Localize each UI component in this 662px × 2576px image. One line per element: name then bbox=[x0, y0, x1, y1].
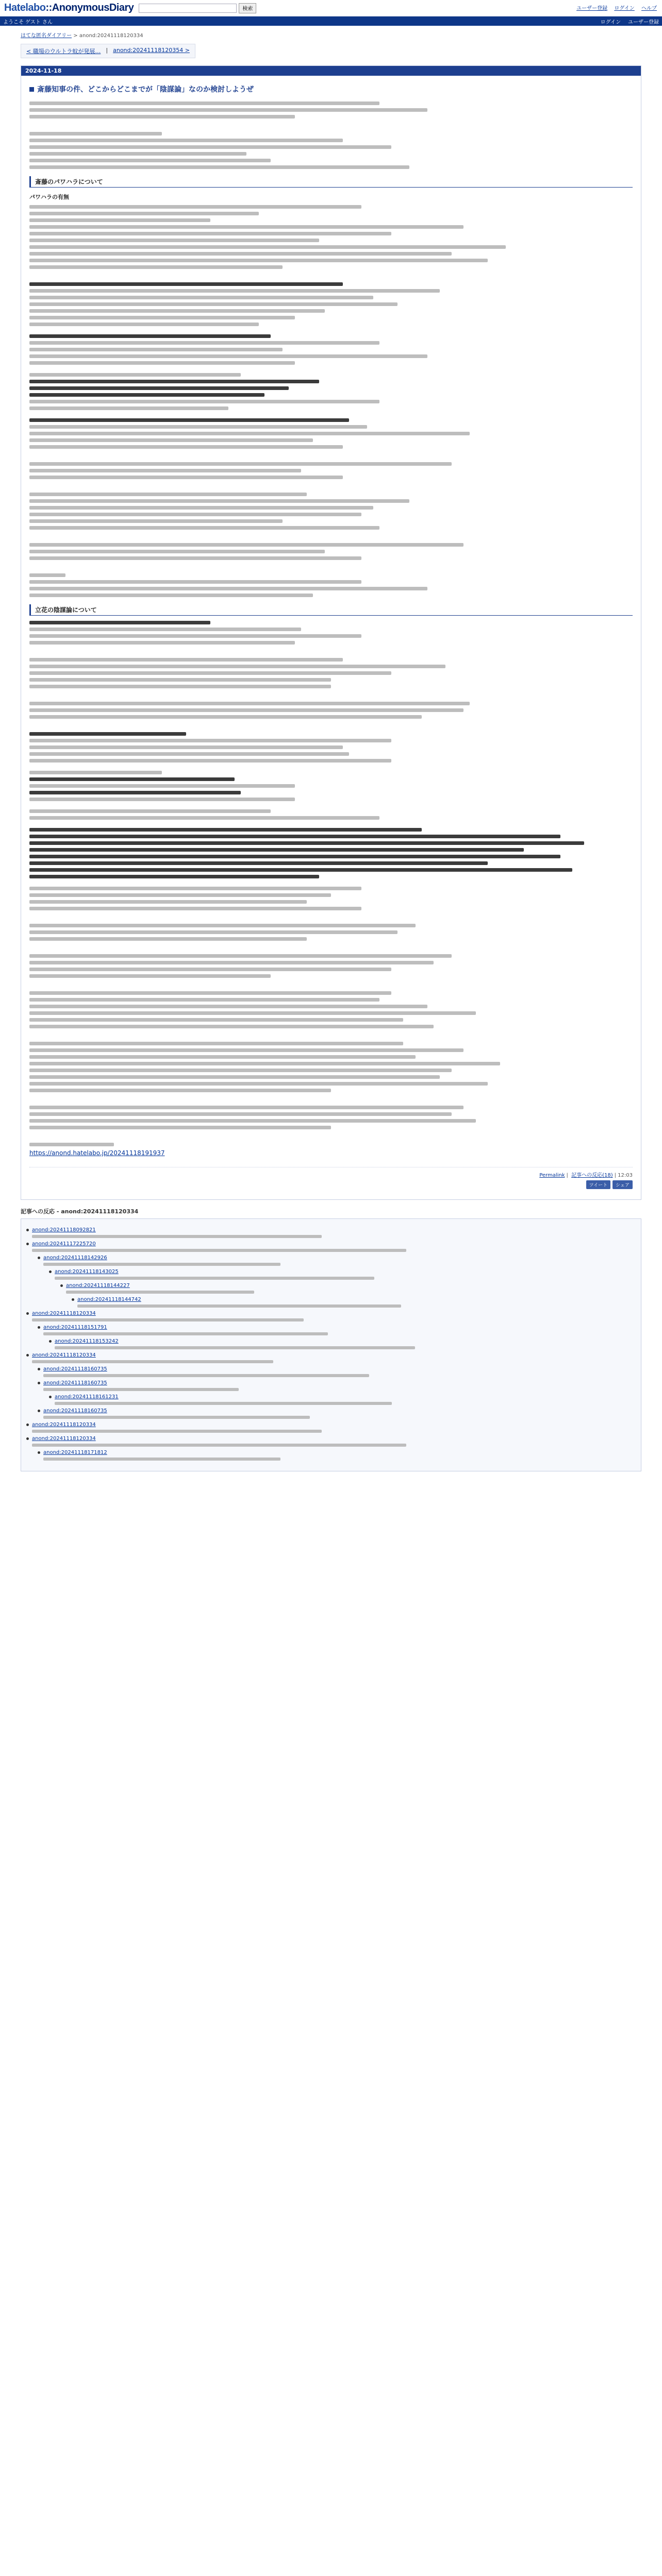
response-snippet bbox=[43, 1416, 636, 1419]
response-link[interactable]: anond:20241118092821 bbox=[32, 1227, 96, 1233]
pager-next[interactable]: anond:20241118120354 > bbox=[113, 47, 190, 54]
paragraph-h bbox=[29, 543, 633, 560]
response-item bbox=[60, 1283, 636, 1294]
bullet-icon bbox=[38, 1326, 40, 1329]
site-logo[interactable]: Hatelabo::AnonymousDiary bbox=[4, 2, 134, 13]
bullet-icon bbox=[49, 1396, 52, 1398]
breadcrumb-home[interactable]: はてな匿名ダイアリー bbox=[21, 33, 72, 39]
response-snippet bbox=[55, 1277, 636, 1280]
paragraph-c bbox=[29, 334, 633, 365]
bullet-icon bbox=[26, 1437, 29, 1440]
paragraph-t bbox=[29, 991, 633, 1028]
section-heading-power-harassment: 斎藤のパワハラについて bbox=[29, 176, 633, 188]
response-link[interactable]: anond:20241118161231 bbox=[55, 1394, 119, 1400]
share-button[interactable]: シェア bbox=[613, 1180, 633, 1189]
toplink-register[interactable]: ユーザー登録 bbox=[576, 6, 608, 11]
bullet-icon bbox=[26, 1243, 29, 1245]
breadcrumb-sep: > bbox=[72, 33, 79, 39]
response-link[interactable]: anond:20241118153242 bbox=[55, 1338, 119, 1344]
bullet-icon bbox=[49, 1340, 52, 1343]
response-link[interactable]: anond:20241118143025 bbox=[55, 1269, 119, 1275]
response-snippet bbox=[77, 1304, 636, 1308]
subsection-heading-presence: パワハラの有無 bbox=[29, 194, 69, 200]
response-snippet bbox=[43, 1388, 636, 1391]
response-link[interactable]: anond:20241118142926 bbox=[43, 1255, 107, 1261]
paragraph-a bbox=[29, 205, 633, 269]
paragraph-l bbox=[29, 702, 633, 719]
response-link[interactable]: anond:20241118120334 bbox=[32, 1436, 96, 1442]
breadcrumb bbox=[21, 31, 641, 39]
subbar-register[interactable]: ユーザー登録 bbox=[628, 19, 659, 25]
paragraph-u bbox=[29, 1042, 633, 1092]
entry-url-link[interactable]: https://anond.hatelabo.jp/20241118191937 bbox=[29, 1149, 165, 1157]
response-snippet bbox=[43, 1374, 636, 1377]
response-item bbox=[38, 1380, 636, 1391]
response-item bbox=[38, 1408, 636, 1419]
paragraph-e bbox=[29, 418, 633, 449]
response-snippet bbox=[32, 1249, 636, 1252]
welcome-text: ようこそ ゲスト さん bbox=[3, 19, 53, 25]
top-links bbox=[571, 4, 657, 11]
top-bar bbox=[0, 0, 662, 16]
entry-time: 12:03 bbox=[618, 1173, 633, 1178]
paragraph-s bbox=[29, 954, 633, 978]
paragraph-q bbox=[29, 887, 633, 910]
bullet-icon bbox=[26, 1229, 29, 1231]
share-buttons bbox=[29, 1180, 633, 1189]
paragraph-m bbox=[29, 732, 633, 762]
bullet-icon bbox=[38, 1410, 40, 1412]
response-link[interactable]: anond:20241118160735 bbox=[43, 1408, 107, 1414]
bullet-icon bbox=[60, 1284, 63, 1287]
paragraph-o bbox=[29, 809, 633, 820]
paragraph-d bbox=[29, 373, 633, 410]
response-snippet bbox=[43, 1332, 636, 1335]
responses-link[interactable]: 記事への反応(18) bbox=[571, 1173, 613, 1178]
bullet-icon bbox=[38, 1382, 40, 1384]
search-input[interactable] bbox=[139, 4, 237, 13]
entry-body bbox=[21, 76, 641, 1199]
response-item bbox=[38, 1255, 636, 1266]
response-link[interactable]: anond:20241118120334 bbox=[32, 1311, 96, 1316]
response-item bbox=[26, 1422, 636, 1433]
response-snippet bbox=[66, 1291, 636, 1294]
response-item bbox=[38, 1450, 636, 1461]
bullet-icon bbox=[26, 1312, 29, 1315]
response-link[interactable]: anond:20241117225720 bbox=[32, 1241, 96, 1247]
responses-title: 記事への反応 - anond:20241118120334 bbox=[21, 1208, 139, 1215]
logo-anonymousdiary: AnonymousDiary bbox=[52, 2, 134, 13]
response-snippet bbox=[32, 1430, 636, 1433]
response-item bbox=[26, 1352, 636, 1363]
intro-paragraph bbox=[29, 101, 633, 118]
day-section bbox=[21, 65, 641, 1200]
response-link[interactable]: anond:20241118160735 bbox=[43, 1380, 107, 1386]
bullet-icon bbox=[26, 1423, 29, 1426]
intro-paragraph-2 bbox=[29, 132, 633, 169]
response-snippet bbox=[32, 1318, 636, 1321]
pager-sep: | bbox=[106, 47, 108, 54]
response-item bbox=[26, 1227, 636, 1238]
paragraph-f bbox=[29, 462, 633, 479]
response-item bbox=[26, 1436, 636, 1447]
response-item bbox=[49, 1394, 636, 1405]
paragraph-p bbox=[29, 828, 633, 878]
response-item bbox=[38, 1366, 636, 1377]
logo-hatelabo: Hatelabo bbox=[4, 2, 46, 13]
section-heading-conspiracy: 立花の陰謀論について bbox=[29, 604, 633, 616]
response-link[interactable]: anond:20241118160735 bbox=[43, 1366, 107, 1372]
bullet-icon bbox=[38, 1368, 40, 1370]
toplink-help[interactable]: ヘルプ bbox=[641, 6, 657, 11]
paragraph-v bbox=[29, 1106, 633, 1129]
tweet-button[interactable]: ツイート bbox=[586, 1180, 611, 1189]
response-snippet bbox=[32, 1444, 636, 1447]
entry-title bbox=[29, 84, 633, 94]
bullet-icon bbox=[49, 1270, 52, 1273]
response-snippet bbox=[55, 1402, 636, 1405]
response-snippet bbox=[32, 1235, 636, 1238]
response-item bbox=[38, 1325, 636, 1335]
paragraph-w bbox=[29, 1143, 633, 1157]
day-date: 2024-11-18 bbox=[21, 66, 641, 76]
bullet-icon bbox=[38, 1257, 40, 1259]
paragraph-r bbox=[29, 924, 633, 941]
response-item bbox=[26, 1241, 636, 1252]
search-button[interactable]: 検索 bbox=[239, 3, 256, 13]
sub-bar bbox=[0, 16, 662, 26]
breadcrumb-current: anond:20241118120334 bbox=[79, 33, 143, 39]
paragraph-n bbox=[29, 771, 633, 801]
toplink-login[interactable]: ログイン bbox=[614, 6, 635, 11]
paragraph-g bbox=[29, 493, 633, 530]
response-link[interactable]: anond:20241118171812 bbox=[43, 1450, 107, 1455]
response-item bbox=[26, 1311, 636, 1321]
permalink[interactable]: Permalink bbox=[539, 1173, 565, 1178]
response-link[interactable]: anond:20241118144227 bbox=[66, 1283, 130, 1289]
response-snippet bbox=[32, 1360, 636, 1363]
paragraph-b bbox=[29, 282, 633, 326]
response-snippet bbox=[55, 1346, 636, 1349]
bullet-icon bbox=[26, 1354, 29, 1357]
paragraph-i bbox=[29, 573, 633, 597]
response-item bbox=[72, 1297, 636, 1308]
response-item bbox=[49, 1269, 636, 1280]
entry-pager bbox=[21, 44, 195, 58]
title-square-icon bbox=[29, 87, 34, 92]
response-snippet bbox=[43, 1458, 636, 1461]
response-link[interactable]: anond:20241118120334 bbox=[32, 1352, 96, 1358]
response-link[interactable]: anond:20241118120334 bbox=[32, 1422, 96, 1428]
response-item bbox=[49, 1338, 636, 1349]
subbar-login[interactable]: ログイン bbox=[600, 19, 621, 25]
paragraph-k bbox=[29, 658, 633, 688]
response-link[interactable]: anond:20241118151791 bbox=[43, 1325, 107, 1330]
paragraph-j bbox=[29, 621, 633, 645]
bullet-icon bbox=[38, 1451, 40, 1454]
pager-prev[interactable]: < 職場のウルトラ蚊が発展… bbox=[26, 48, 101, 55]
bullet-icon bbox=[72, 1298, 74, 1301]
response-link[interactable]: anond:20241118144742 bbox=[77, 1297, 141, 1302]
response-snippet bbox=[43, 1263, 636, 1266]
entry-footer: Permalink | 記事への反応(18) | 12:03 ツイート シェア bbox=[29, 1167, 633, 1189]
responses-tree bbox=[21, 1218, 641, 1471]
entry-title-text: 斎藤知事の件、どこからどこまでが「陰謀論」なのか検討しようぜ bbox=[37, 86, 254, 94]
